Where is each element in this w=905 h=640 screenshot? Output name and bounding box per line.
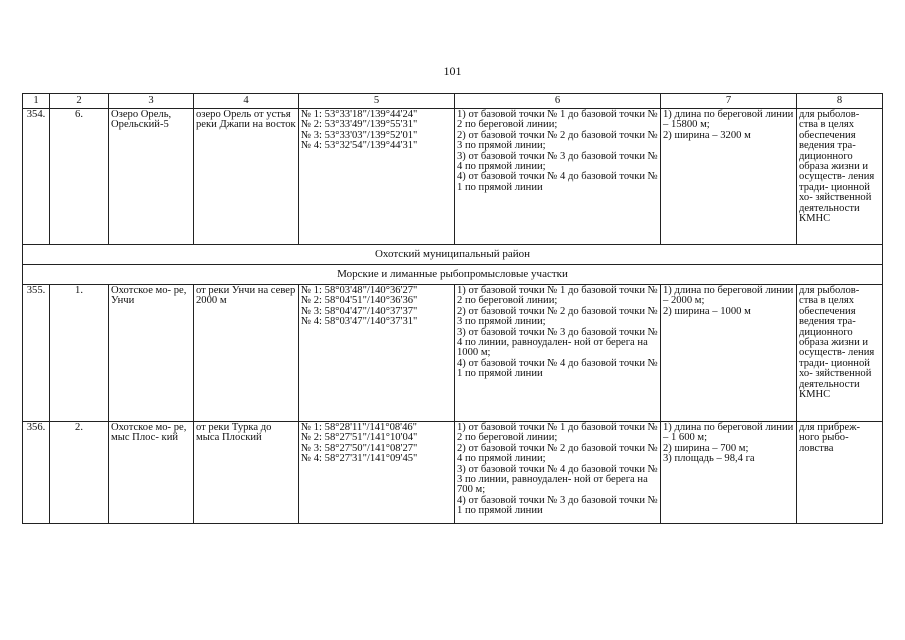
area-name: Охотское мо- ре, Унчи [109, 285, 194, 422]
area-size: 1) длина по береговой линии – 2000 м; 2) ширина – 1000 м [661, 285, 797, 422]
row-sub-number: 1. [50, 285, 109, 422]
area-name: Озеро Орель, Орельский-5 [109, 109, 194, 245]
boundary-lines: 1) от базовой точки № 1 до базовой точки № 2 по береговой линии; 2) от базовой точки № 2 до базовой точки № 3 по прямой линии; 3) от базовой точки № 3 до базовой точки № 4 по линии, равноудален- ной от берега на 1000 м; 4) от базовой точки № 4 до базовой точки № 1 по прямой линии [455, 285, 661, 422]
column-header: 5 [299, 94, 455, 109]
row-number: 356. [23, 422, 50, 524]
area-coordinates: № 1: 58°03'48"/140°36'27" № 2: 58°04'51"/140°36'36" № 3: 58°04'47"/140°37'37" № 4: 58°03'47"/140°37'31" [299, 285, 455, 422]
area-purpose: для рыболов- ства в целях обеспечения ведения тра- диционного образа жизни и осуществ- ления тради- ционной хо- зяйственной деятельности КМНС [797, 285, 883, 422]
area-boundary: озеро Орель от устья реки Джапи на восток [194, 109, 299, 245]
area-purpose: для рыболов- ства в целях обеспечения ведения тра- диционного образа жизни и осуществ- ления тради- ционной хо- зяйственной деятельности КМНС [797, 109, 883, 245]
table-row [23, 109, 883, 245]
area-purpose: для прибреж- ного рыбо- ловства [797, 422, 883, 524]
page-number: 101 [443, 64, 462, 78]
column-header: 1 [23, 94, 50, 109]
area-name: Охотское мо- ре, мыс Плос- кий [109, 422, 194, 524]
row-number: 354. [23, 109, 50, 245]
column-number-row [23, 94, 883, 109]
district-title: Охотский муниципальный район [23, 245, 883, 265]
column-header: 8 [797, 94, 883, 109]
column-header: 2 [50, 94, 109, 109]
column-header: 3 [109, 94, 194, 109]
section-title: Морские и лиманные рыбопромысловые участки [23, 265, 883, 285]
area-boundary: от реки Турка до мыса Плоский [194, 422, 299, 524]
row-number: 355. [23, 285, 50, 422]
area-size: 1) длина по береговой линии – 1 600 м; 2) ширина – 700 м; 3) площадь – 98,4 га [661, 422, 797, 524]
column-header: 4 [194, 94, 299, 109]
table-row [23, 285, 883, 422]
column-header: 6 [455, 94, 661, 109]
column-header: 7 [661, 94, 797, 109]
area-size: 1) длина по береговой линии – 15800 м; 2) ширина – 3200 м [661, 109, 797, 245]
area-coordinates: № 1: 58°28'11"/141°08'46" № 2: 58°27'51"/141°10'04" № 3: 58°27'50"/141°08'27" № 4: 58°27'31"/141°09'45" [299, 422, 455, 524]
section-row [23, 265, 883, 285]
table-row [23, 422, 883, 524]
boundary-lines: 1) от базовой точки № 1 до базовой точки № 2 по береговой линии; 2) от базовой точки № 2 до базовой точки № 3 по прямой линии; 3) от базовой точки № 3 до базовой точки № 4 по прямой линии; 4) от базовой точки № 4 до базовой точки № 1 по прямой линии [455, 109, 661, 245]
boundary-lines: 1) от базовой точки № 1 до базовой точки № 2 по береговой линии; 2) от базовой точки № 2 до базовой точки № 4 по прямой линии; 3) от базовой точки № 4 до базовой точки № 3 по линии, равноудален- ной от берега на 700 м; 4) от базовой точки № 3 до базовой точки № 1 по прямой линии [455, 422, 661, 524]
area-coordinates: № 1: 53°33'18"/139°44'24" № 2: 53°33'49"/139°55'31" № 3: 53°33'03"/139°52'01" № 4: 53°32'54"/139°44'31" [299, 109, 455, 245]
area-boundary: от реки Унчи на север 2000 м [194, 285, 299, 422]
row-sub-number: 6. [50, 109, 109, 245]
row-sub-number: 2. [50, 422, 109, 524]
fishing-areas-table [22, 93, 883, 524]
district-row [23, 245, 883, 265]
